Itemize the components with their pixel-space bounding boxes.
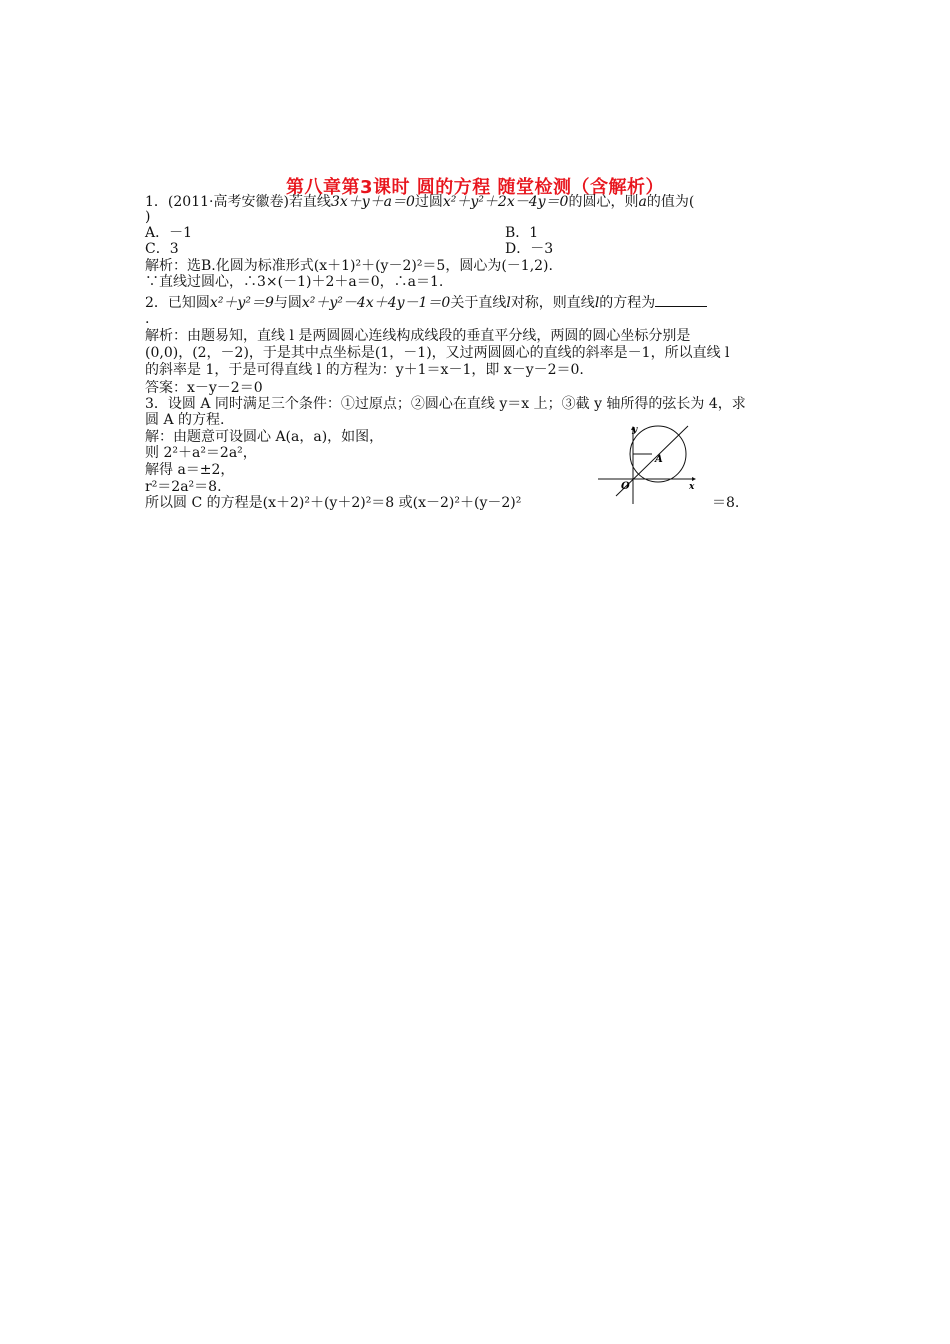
stem-text: 对称，则直线 [510, 295, 595, 311]
stem-text: 与圆 [273, 295, 302, 311]
question-2-answer: 答案：x－y－2＝0 [145, 380, 263, 396]
option-c: C．3 [145, 241, 179, 257]
question-number: 1． [145, 194, 168, 210]
question-3-stem: 圆 A 的方程. [145, 412, 225, 428]
equation: x²＋y²＋2x－4y＝0 [442, 194, 569, 210]
stem-text: 的值为( [646, 194, 695, 210]
page-title: 第八章第3课时 圆的方程 随堂检测（含解析） [285, 177, 665, 198]
question-1-stem-close: ) [145, 209, 151, 225]
equation: x²＋y²＝9 [209, 295, 274, 311]
stem-text: 关于直线 [450, 295, 507, 311]
question-source: (2011·高考安徽卷) [167, 194, 289, 210]
question-3-solution: 则 2²＋a²＝2a²， [145, 445, 257, 461]
question-2-stem-end: . [145, 311, 150, 327]
variable: l [594, 295, 600, 311]
answer-blank [655, 294, 707, 307]
question-2-analysis: 的斜率是 1，于是可得直线 l 的方程为：y＋1＝x－1，即 x－y－2＝0. [145, 362, 584, 378]
question-1-analysis: ∵直线过圆心，∴3×(－1)＋2＋a＝0，∴a＝1. [145, 274, 444, 290]
question-3-solution: 所以圆 C 的方程是(x＋2)²＋(y＋2)²＝8 或(x－2)²＋(y－2)² [145, 495, 522, 511]
question-2-analysis: (0,0)，(2，－2)，于是其中点坐标是(1，－1)，又过两圆圆心的直线的斜率是－1，所以直线 l [145, 345, 730, 361]
stem-text: 2．已知圆 [145, 295, 210, 311]
question-1-stem [145, 195, 694, 210]
question-2-stem [145, 294, 707, 311]
question-3-solution-end: ＝8. [712, 495, 740, 511]
question-3-stem: 3．设圆 A 同时满足三个条件：①过原点；②圆心在直线 y＝x 上；③截 y 轴所得的弦长为 4，求 [145, 396, 746, 412]
stem-text: 过圆 [414, 194, 443, 210]
question-2-analysis: 解析：由题易知，直线 l 是两圆圆心连线构成线段的垂直平分线，两圆的圆心坐标分别是 [145, 328, 691, 344]
variable: a [638, 194, 647, 210]
stem-text: 的方程为 [599, 295, 656, 311]
y-axis-label: y [632, 425, 638, 435]
x-axis-arrow [692, 477, 696, 481]
circle-diagram [596, 424, 700, 506]
origin-label: O [621, 481, 630, 492]
option-a: A．－1 [145, 225, 193, 241]
equation: 3x＋y＋a＝0 [330, 194, 415, 210]
stem-text: 的圆心，则 [568, 194, 639, 210]
option-d: D．－3 [505, 241, 554, 257]
center-label: A [655, 454, 663, 465]
x-axis-label: x [689, 482, 695, 492]
question-3-solution: 解得 a＝±2， [145, 462, 235, 478]
option-b: B．1 [505, 225, 539, 241]
equation: x²＋y²－4x＋4y－1＝0 [301, 295, 451, 311]
variable: l [506, 295, 511, 311]
stem-text: 若直线 [288, 194, 331, 210]
question-3-solution: r²＝2a²＝8. [145, 479, 222, 495]
question-3-solution: 解：由题意可设圆心 A(a，a)，如图， [145, 429, 384, 445]
question-1-analysis: 解析：选B.化圆为标准形式(x＋1)²＋(y－2)²＝5，圆心为(－1,2). [145, 258, 553, 274]
